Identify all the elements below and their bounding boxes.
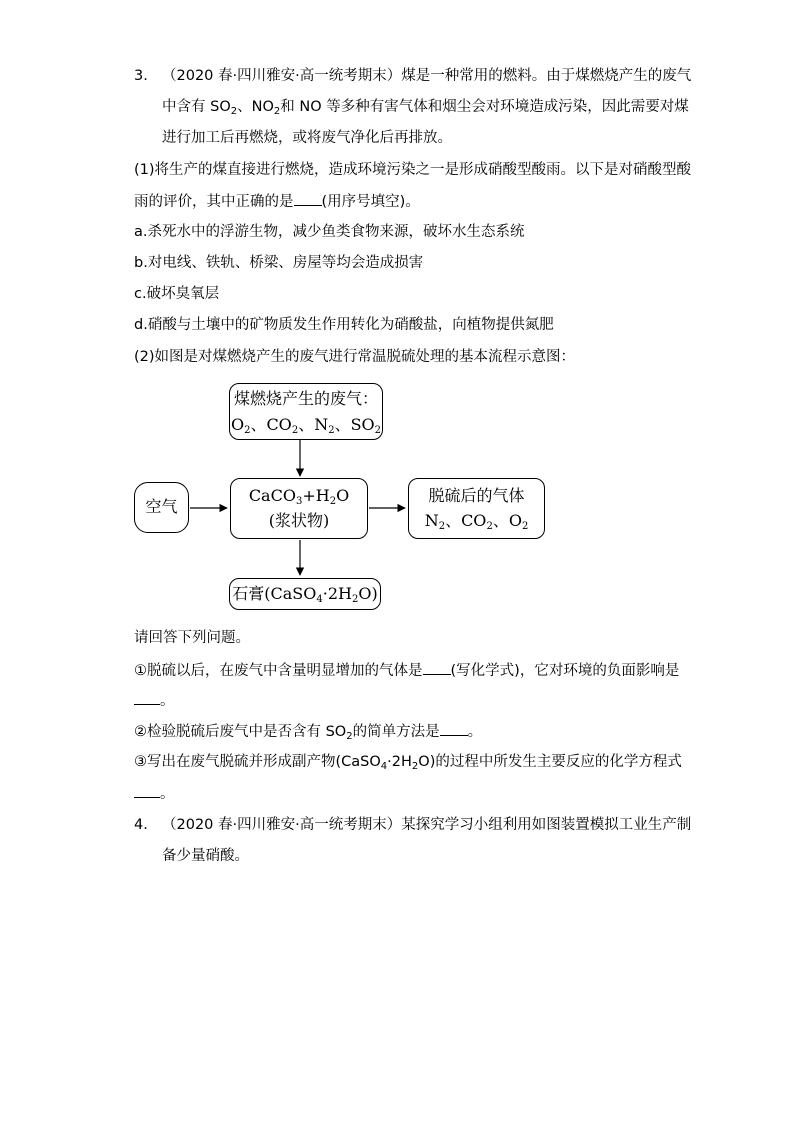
slurry-formula: $CaCO_3+H_2O$ xyxy=(248,486,350,507)
subq1-line2: 。 xyxy=(134,690,175,711)
option-c: c.破坏臭氧层 xyxy=(134,286,220,302)
subq3-line1: ③写出在废气脱硫并形成副产物$(CaSO_4\cdot 2H_2O)$的过程中所发生主要反应的化学方程式 xyxy=(134,754,682,772)
subq1-line1: ①脱硫以后，在废气中含量明显增加的气体是 (写化学式)，它对环境的负面影响是 xyxy=(134,660,679,681)
part1-line1: (1)将生产的煤直接进行燃烧，造成环境污染之一是形成硝酸型酸雨。以下是对硝酸型酸 xyxy=(134,162,692,178)
flow-box-clean-gas xyxy=(408,478,545,539)
flue-gas-components: $O_2$、$CO_2$、$N_2$、$SO_2$ xyxy=(230,415,382,436)
option-b: b.对电线、铁轨、桥梁、房屋等均会造成损害 xyxy=(134,255,424,271)
q3-intro-line2: 中含有 $SO_2$、$NO_2$和 NO 等多种有害气体和烟尘会对环境造成污染，因此需要对煤 xyxy=(162,99,689,117)
flow-box-slurry xyxy=(230,478,368,539)
answer-blank-5[interactable] xyxy=(134,783,160,798)
clean-gas-components: $N_2$、$CO_2$、$O_2$ xyxy=(424,511,529,532)
option-a: a.杀死水中的浮游生物，减少鱼类食物来源，破坏水生态系统 xyxy=(134,224,525,240)
clean-gas-title: 脱硫后的气体 xyxy=(428,486,525,505)
flue-gas-title: 煤燃烧产生的废气： xyxy=(233,389,378,408)
option-d: d.硝酸与土壤中的矿物质发生作用转化为硝酸盐，向植物提供氮肥 xyxy=(134,317,554,333)
subq2: ②检验脱硫后废气中是否含有 $SO_2$的简单方法是 。 xyxy=(134,721,482,742)
q3-intro-text: 煤是一种常用的燃料。由于煤燃烧产生的废气 xyxy=(401,68,692,84)
q4-line2: 备少量硝酸。 xyxy=(162,848,249,864)
answer-blank-4[interactable] xyxy=(440,721,468,736)
slurry-label: (浆状物) xyxy=(268,511,330,530)
flow-box-air xyxy=(134,482,189,533)
subq3-line2: 。 xyxy=(134,783,175,804)
answer-blank-2[interactable] xyxy=(423,660,451,675)
part2-intro: (2)如图是对煤燃烧产生的废气进行常温脱硫处理的基本流程示意图： xyxy=(134,349,576,365)
q3-number: 3. xyxy=(134,68,148,84)
answer-prompt: 请回答下列问题。 xyxy=(134,630,250,646)
part1-line2: 雨的评价，其中正确的是 (用序号填空)。 xyxy=(134,191,420,212)
flow-box-gypsum xyxy=(229,578,381,610)
q4-number: 4. xyxy=(134,817,148,833)
gypsum-label: 石膏$(CaSO_4\cdot 2H_2O)$ xyxy=(232,584,378,605)
q4-line1: （2020 春·四川雅安·高一统考期末）某探究学习小组利用如图装置模拟工业生产制 xyxy=(162,817,692,833)
q3-intro-line3: 进行加工后再燃烧，或将废气净化后再排放。 xyxy=(162,130,452,146)
answer-blank-3[interactable] xyxy=(134,690,160,705)
q3-source: （2020 春·四川雅安·高一统考期末） xyxy=(162,68,402,84)
air-label: 空气 xyxy=(145,497,178,516)
flow-box-flue-gas xyxy=(229,383,383,440)
q4-source: （2020 春·四川雅安·高一统考期末） xyxy=(162,817,402,833)
